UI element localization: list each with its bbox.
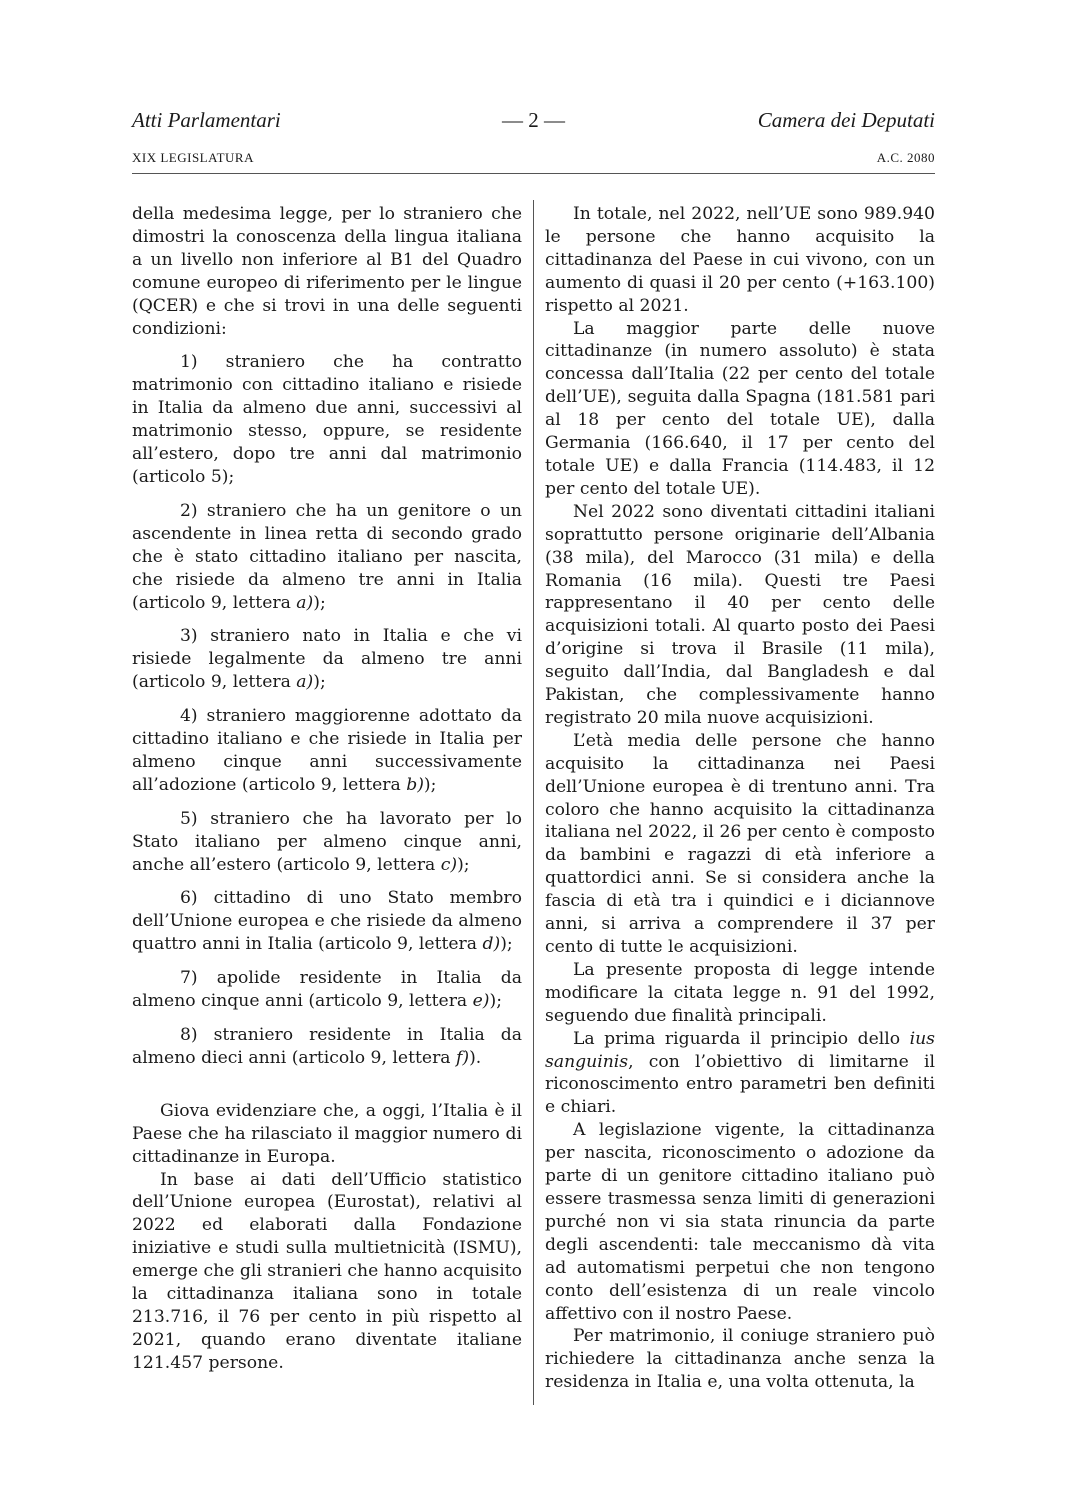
body-paragraph: Giova evidenziare che, a oggi, l’Italia è il Paese che ha rilasciato il maggior numero di cittadinanze in Europa. — [132, 1100, 522, 1167]
page-subheader — [132, 150, 935, 168]
body-paragraph: Nel 2022 sono diventati cittadini italiani soprattutto persone originarie dell’Albania (38 mila), del Marocco (31 mila) e della Romania (16 mila). Questi tre Paesi rappresentano il 40 per cento delle acquisizioni totali. Al quarto posto dei Paesi d’origine si trova il Brasile (11 mila), seguito dall’India, dal Bangladesh e dal Pakistan, che complessivamente hanno registrato 20 mila nuove acquisizioni. — [545, 501, 935, 728]
body-paragraph: La prima riguarda il principio dello ius sanguinis, con l’obiettivo di limitarne il riconoscimento entro parametri ben definiti e chiari. — [545, 1028, 935, 1118]
spacer — [132, 1070, 522, 1100]
legislature-label: XIX LEGISLATURA — [132, 150, 254, 165]
header-right: Camera dei Deputati — [757, 108, 935, 132]
list-item: 5) straniero che ha lavorato per lo Stato italiano per almeno cinque anni, anche all’estero (articolo 9, lettera c)); — [132, 808, 522, 875]
list-item: 3) straniero nato in Italia e che vi risiede legalmente da almeno tre anni (articolo 9, lettera a)); — [132, 626, 522, 693]
list-item: 8) straniero residente in Italia da almeno dieci anni (articolo 9, lettera f)). — [132, 1025, 522, 1068]
body-paragraph: In base ai dati dell’Ufficio statistico dell’Unione europea (Eurostat), relativi al 2022 ed elaborati dalla Fondazione iniziative e studi sulla multietnicità (ISMU), emerge che gli stranieri che hanno acquisito la cittadinanza italiana sono in totale 213.716, il 76 per cento in più rispetto al 2021, quando erano diventate italiane 121.457 persone. — [132, 1169, 523, 1373]
body-paragraph: In totale, nel 2022, nell’UE sono 989.940 le persone che hanno acquisito la cittadinanza del Paese in cui vivono, con un aumento di quasi il 20 per cento (+163.100) rispetto al 2021. — [545, 204, 935, 316]
page-header — [132, 108, 935, 136]
list-item: 1) straniero che ha contratto matrimonio con cittadino italiano e risiede in Italia da almeno due anni, successivi al matrimonio stesso, oppure, se residente all’estero, dopo tre anni dal matrimonio (articolo 5); — [132, 352, 522, 487]
body-paragraph: L’età media delle persone che hanno acquisito la cittadinanza nei Paesi dell’Unione europea è di trentuno anni. Tra coloro che hanno acquisito la cittadinanza italiana nel 2022, il 26 per cento è composto da bambini e ragazzi di età inferiore a quattordici anni. Se si considera anche la fascia di età tra i quindici e i diciannove anni, si arriva a comprendere il 37 per cento di tutte le acquisizioni. — [545, 730, 935, 957]
body-paragraph: A legislazione vigente, la cittadinanza per nascita, riconoscimento o adozione da parte di un genitore cittadino italiano può essere trasmessa senza limiti di generazioni purché non vi sia stata rinuncia da parte degli ascendenti: tale meccanismo dà vita ad automatismi perpetui che non tengono conto dell’esistenza di un reale vincolo affettivo con il nostro Paese. — [545, 1120, 935, 1324]
header-left: Atti Parlamentari — [132, 108, 281, 132]
body-paragraph: La maggior parte delle nuove cittadinanze (in numero assoluto) è stata concessa dall’Italia (22 per cento del totale dell’UE), seguita dalla Spagna (181.581 pari al 18 per cento del totale UE), dalla Germania (166.640, il 17 per cento del totale UE) e dalla Francia (114.483, il 12 per cento del totale UE). — [545, 318, 935, 499]
left-column — [132, 203, 522, 1375]
list-item: 7) apolide residente in Italia da almeno cinque anni (articolo 9, lettera e)); — [132, 968, 522, 1012]
right-column — [545, 203, 935, 1394]
body-paragraph: Per matrimonio, il coniuge straniero può richiedere la cittadinanza anche senza la residenza in Italia e, una volta ottenuta, la — [545, 1326, 935, 1393]
intro-paragraph: della medesima legge, per lo straniero che dimostri la conoscenza della lingua italiana a un livello non inferiore al B1 del Quadro comune europeo di riferimento per le lingue (QCER) e che si trovi in una delle seguenti condizioni: — [132, 204, 522, 339]
list-item: 2) straniero che ha un genitore o un ascendente in linea retta di secondo grado che è stato cittadino italiano per nascita, che risiede da almeno tre anni in Italia (articolo 9, lettera a)); — [132, 500, 522, 613]
page-number: — 2 — — [502, 108, 565, 132]
body-paragraph: La presente proposta di legge intende modificare la citata legge n. 91 del 1992, seguendo due finalità principali. — [545, 959, 935, 1026]
act-number: A.C. 2080 — [876, 150, 935, 165]
list-item: 4) straniero maggiorenne adottato da cittadino italiano e che risiede in Italia per almeno cinque anni successivamente all’adozione (articolo 9, lettera b)); — [132, 706, 522, 795]
column-divider — [533, 200, 534, 1405]
list-item: 6) cittadino di uno Stato membro dell’Unione europea e che risiede da almeno quattro anni in Italia (articolo 9, lettera d)); — [132, 888, 522, 955]
header-rule — [132, 173, 935, 174]
